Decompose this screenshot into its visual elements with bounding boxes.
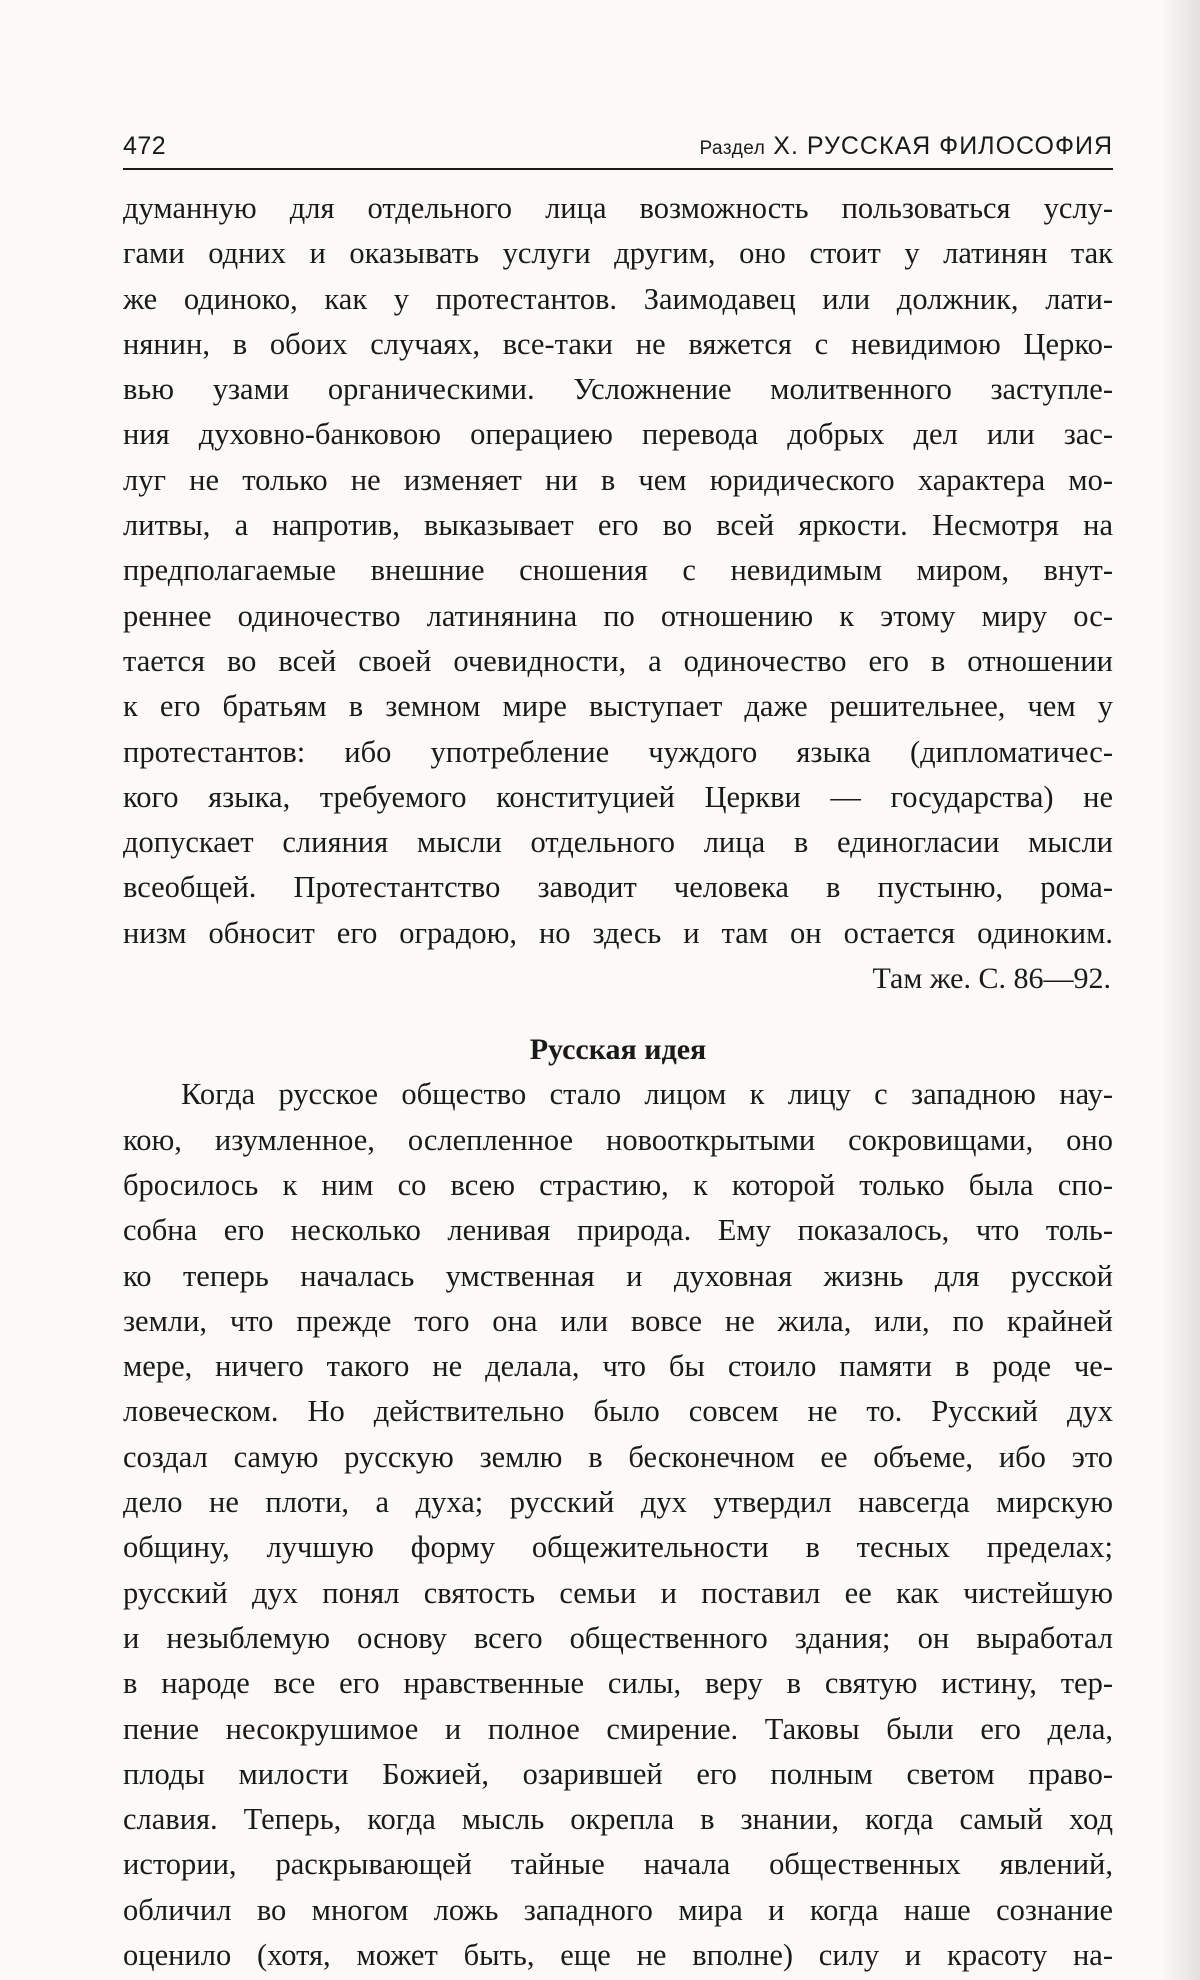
text-line: ко теперь началась умственная и духовная жизнь для русской [123, 1258, 1113, 1293]
section-russkaya-ideya [123, 1027, 1113, 1978]
text-line: земли, что прежде того она или вовсе не жила, или, по крайней [123, 1303, 1113, 1338]
page-number: 472 [123, 132, 167, 160]
text-line: собна его несколько ленивая природа. Ему показалось, что толь- [123, 1213, 1113, 1248]
text-line: Когда русское общество стало лицом к лицу с западною нау- [181, 1077, 1113, 1112]
section-heading: Русская идея [529, 1033, 707, 1067]
text-line: к его братьям в земном мире выступает даже решительнее, чем у [123, 689, 1113, 724]
text-line: истории, раскрывающей тайные начала общественных явлений, [123, 1847, 1113, 1882]
text-line: мере, ничего такого не делала, что бы стоило памяти в роде че- [123, 1349, 1113, 1384]
section-label: Раздел [699, 138, 766, 159]
text-line: и незыблемую основу всего общественного здания; он выработал [123, 1620, 1113, 1655]
text-line: гами одних и оказывать услуги другим, оно стоит у латинян так [123, 236, 1113, 271]
text-line: обличил во многом ложь западного мира и когда наше сознание [123, 1892, 1113, 1927]
text-line: же одиноко, как у протестантов. Заимодавец или должник, лати- [123, 281, 1113, 316]
section-title-header: X. РУССКАЯ ФИЛОСОФИЯ [773, 132, 1113, 160]
text-line: нянин, в обоих случаях, все-таки не вяжется с невидимою Церко- [123, 326, 1113, 361]
text-line: ния духовно-банковою операциею перевода добрых дел или зас- [123, 417, 1113, 452]
text-line: создал самую русскую землю в бесконечном ее объеме, ибо это [123, 1439, 1113, 1474]
body-text [123, 186, 1113, 1978]
text-line: кого языка, требуемого конституцией Церкви — государства) не [123, 779, 1113, 814]
text-line: дело не плоти, а духа; русский дух утвердил навсегда мирскую [123, 1485, 1113, 1520]
text-line: пение несокрушимое и полное смирение. Таковы были его дела, [123, 1711, 1113, 1746]
text-line: предполагаемые внешние сношения с невидимым миром, внут- [123, 553, 1113, 588]
text-line: всеобщей. Протестантство заводит человека в пустыню, рома- [123, 870, 1113, 905]
text-line: кою, изумленное, ослепленное новооткрытыми сокровищами, оно [123, 1122, 1113, 1157]
text-line: славия. Теперь, когда мысль окрепла в знании, когда самый ход [123, 1802, 1113, 1837]
text-line: ловеческом. Но действительно было совсем не то. Русский дух [123, 1394, 1113, 1429]
text-line: оценило (хотя, может быть, еще не вполне) силу и красоту на- [123, 1937, 1113, 1972]
text-line: луг не только не изменяет ни в чем юридического характера мо- [123, 462, 1113, 497]
text-line: допускает слияния мысли отдельного лица в единогласии мысли [123, 825, 1113, 860]
text-line: общину, лучшую форму общежительности в тесных пределах; [123, 1530, 1113, 1565]
text-line: русский дух понял святость семьи и поставил ее как чистейшую [123, 1575, 1113, 1610]
text-line: реннее одиночество латинянина по отношению к этому миру ос- [123, 598, 1113, 633]
text-line: думанную для отдельного лица возможность пользоваться услу- [123, 191, 1113, 225]
text-line: плоды милости Божией, озарившей его полным светом право- [123, 1756, 1113, 1791]
citation: Там же. С. 86—92. [872, 962, 1111, 996]
running-head [700, 132, 1114, 161]
text-line: бросилось к ним со всею страстию, к которой только была спо- [123, 1167, 1113, 1202]
running-header [123, 128, 1113, 170]
text-line: низм обносит его оградою, но здесь и там он остается одиноким. [123, 915, 1113, 950]
text-line: в народе все его нравственные силы, веру в святую истину, тер- [123, 1666, 1113, 1701]
text-line: протестантов: ибо употребление чуждого языка (дипломатичес- [123, 734, 1113, 769]
passage-continuation [123, 186, 1113, 1001]
text-line: тается во всей своей очевидности, а одиночество его в отношении [123, 643, 1113, 678]
text-line: вью узами органическими. Усложнение молитвенного заступле- [123, 372, 1113, 407]
text-line: литвы, а напротив, выказывает его во всей яркости. Несмотря на [123, 508, 1113, 543]
